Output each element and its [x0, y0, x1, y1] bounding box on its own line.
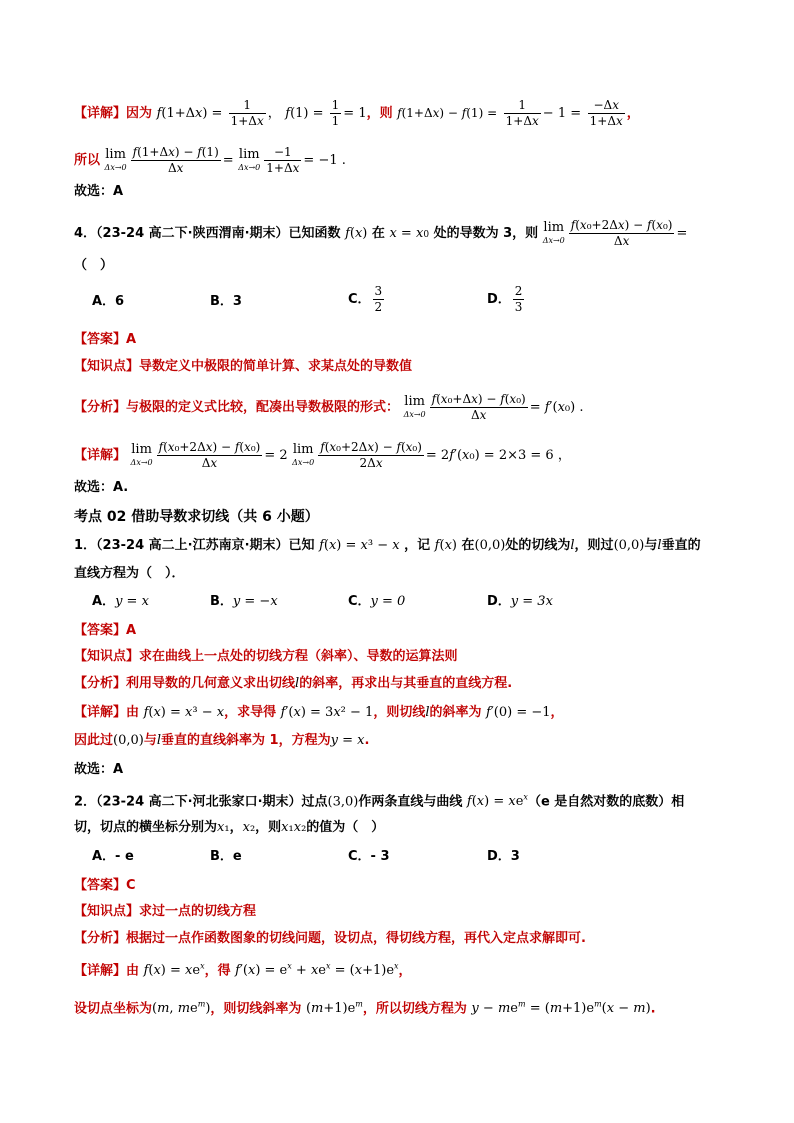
q4-option-d[interactable]: D． $\frac{2}{3}$: [487, 284, 523, 314]
s2q1-analysis: 【分析】利用导数的几何意义求出切线l的斜率，再求出与其垂直的直线方程.: [74, 676, 513, 691]
s2q1-detail: 【详解】由 f(x) = x³ − x，求导得 f′(x) = 3x² − 1，则切线l的斜率为 f′(0) = −1，: [74, 705, 564, 720]
s2q1-option-c[interactable]: C．y = 0: [348, 594, 406, 609]
s2q2-analysis: 【分析】根据过一点作函数图象的切线问题，设切点，得切线方程，再代入定点求解即可.: [74, 931, 586, 946]
s2q1-stem-line2: 直线方程为（ ）．: [74, 566, 185, 581]
q4-answer: 【答案】A: [74, 332, 137, 347]
s2q1-option-a[interactable]: A．y = x: [92, 594, 149, 609]
section-heading: 考点 02 借助导数求切线（共 6 小题）: [74, 509, 319, 525]
s2q1-stem: 1．（23-24 高二上·江苏南京·期末）已知 f(x) = x³ − x ，记 f(x) 在(0,0)处的切线为l，则过(0,0)与l垂直的: [74, 538, 701, 553]
q4-knowledge: 【知识点】导数定义中极限的简单计算、求某点处的导数值: [74, 359, 413, 374]
s2q2-option-a[interactable]: A．- e: [92, 849, 134, 864]
s2q1-choice: 故选：A: [74, 762, 124, 777]
s2q1-detail-line2: 因此过(0,0)与l垂直的直线斜率为 1，方程为y = x.: [74, 733, 370, 748]
fraction: $\frac{1}{1+\Delta x}$: [230, 98, 264, 128]
q4-analysis: 【分析】与极限的定义式比较，配凑出导数极限的形式： lim Δx→0 $\frac{\text{f(x₀+Δx) − f(x₀)}}{\Delta x}$ = f′(x₀) .: [74, 392, 584, 422]
s2q1-option-b[interactable]: B．y = −x: [210, 594, 278, 609]
s2q1-option-d[interactable]: D．y = 3x: [487, 594, 553, 609]
q4-option-a[interactable]: A．6: [92, 294, 125, 309]
q3-choice: 故选：A: [74, 184, 124, 199]
detail-tag: 【详解】: [74, 106, 127, 121]
s2q2-detail: 【详解】由 $f(x) = xe^x$，得 $f'(x) = e^x + xe^x = (x+1)e^x$，: [74, 962, 412, 979]
s2q2-option-b[interactable]: B．e: [210, 849, 242, 864]
q4-detail: 【详解】 lim Δx→0 $\frac{\text{f(x₀+2Δx) − f(x₀)}}{\Delta x}$ = 2 lim Δx→0 $\frac{\text{f(x₀+2Δx) − f(x₀)}}{2\Delta x}$ = 2f′(x₀) = 2×3 = 6 ，: [74, 440, 571, 470]
q4-choice: 故选：A.: [74, 480, 129, 495]
s2q1-knowledge: 【知识点】求在曲线上一点处的切线方程（斜率）、导数的运算法则: [74, 649, 458, 664]
s2q2-option-c[interactable]: C．- 3: [348, 849, 390, 864]
s2q2-option-d[interactable]: D．3: [487, 849, 520, 864]
q3-so-line: 所以 lim Δx→0 $\frac{f(1+\Delta x) - f(1)}{\Delta x}$ = lim Δx→0 $\frac{-1}{1+\Delta x}$ = −1 .: [74, 145, 346, 175]
q3-detail-line: 【详解】因为 f(1+Δx) = $\frac{1}{1+\Delta x}$ ， f(1) = $\frac{1}{1}$ = 1，则 f(1+Δx) − f(1) = $\frac{1}{1+\Delta x}$ − 1 = $\frac{-\Delta x}{1+\Delta x}$ ，: [74, 98, 640, 128]
s2q2-stem: 2．（23-24 高二下·河北张家口·期末）过点(3,0)作两条直线与曲线 $f(x) = xe^x(e$ 是自然对数的底数）相: [74, 793, 685, 810]
q4-option-b[interactable]: B．3: [210, 294, 242, 309]
s2q2-knowledge: 【知识点】求过一点的切线方程: [74, 904, 257, 919]
s2q2-detail-line2: 设切点坐标为(m, $me^m$)，则切线斜率为 $(m+1)e^m$，所以切线方程为 $y - me^m = (m+1)e^m(x - m)$.: [74, 1000, 656, 1017]
s2q1-answer: 【答案】A: [74, 623, 137, 638]
s2q2-answer: 【答案】C: [74, 878, 136, 893]
q4-option-c[interactable]: C． $\frac{3}{2}$: [348, 284, 383, 314]
s2q2-stem-line2: 切，切点的横坐标分别为x₁，x₂，则x₁x₂的值为（ ）: [74, 820, 385, 835]
q4-stem: 4．（23-24 高二下·陕西渭南·期末）已知函数 f(x) 在 x = x0 处的导数为 3，则 lim Δx→0 $\frac{\text{f(x₀+2Δx) − f(x₀)}}{\Delta x}$ =: [74, 218, 688, 248]
q4-paren: （ ）: [74, 258, 114, 273]
limit: lim Δx→0: [104, 146, 127, 172]
